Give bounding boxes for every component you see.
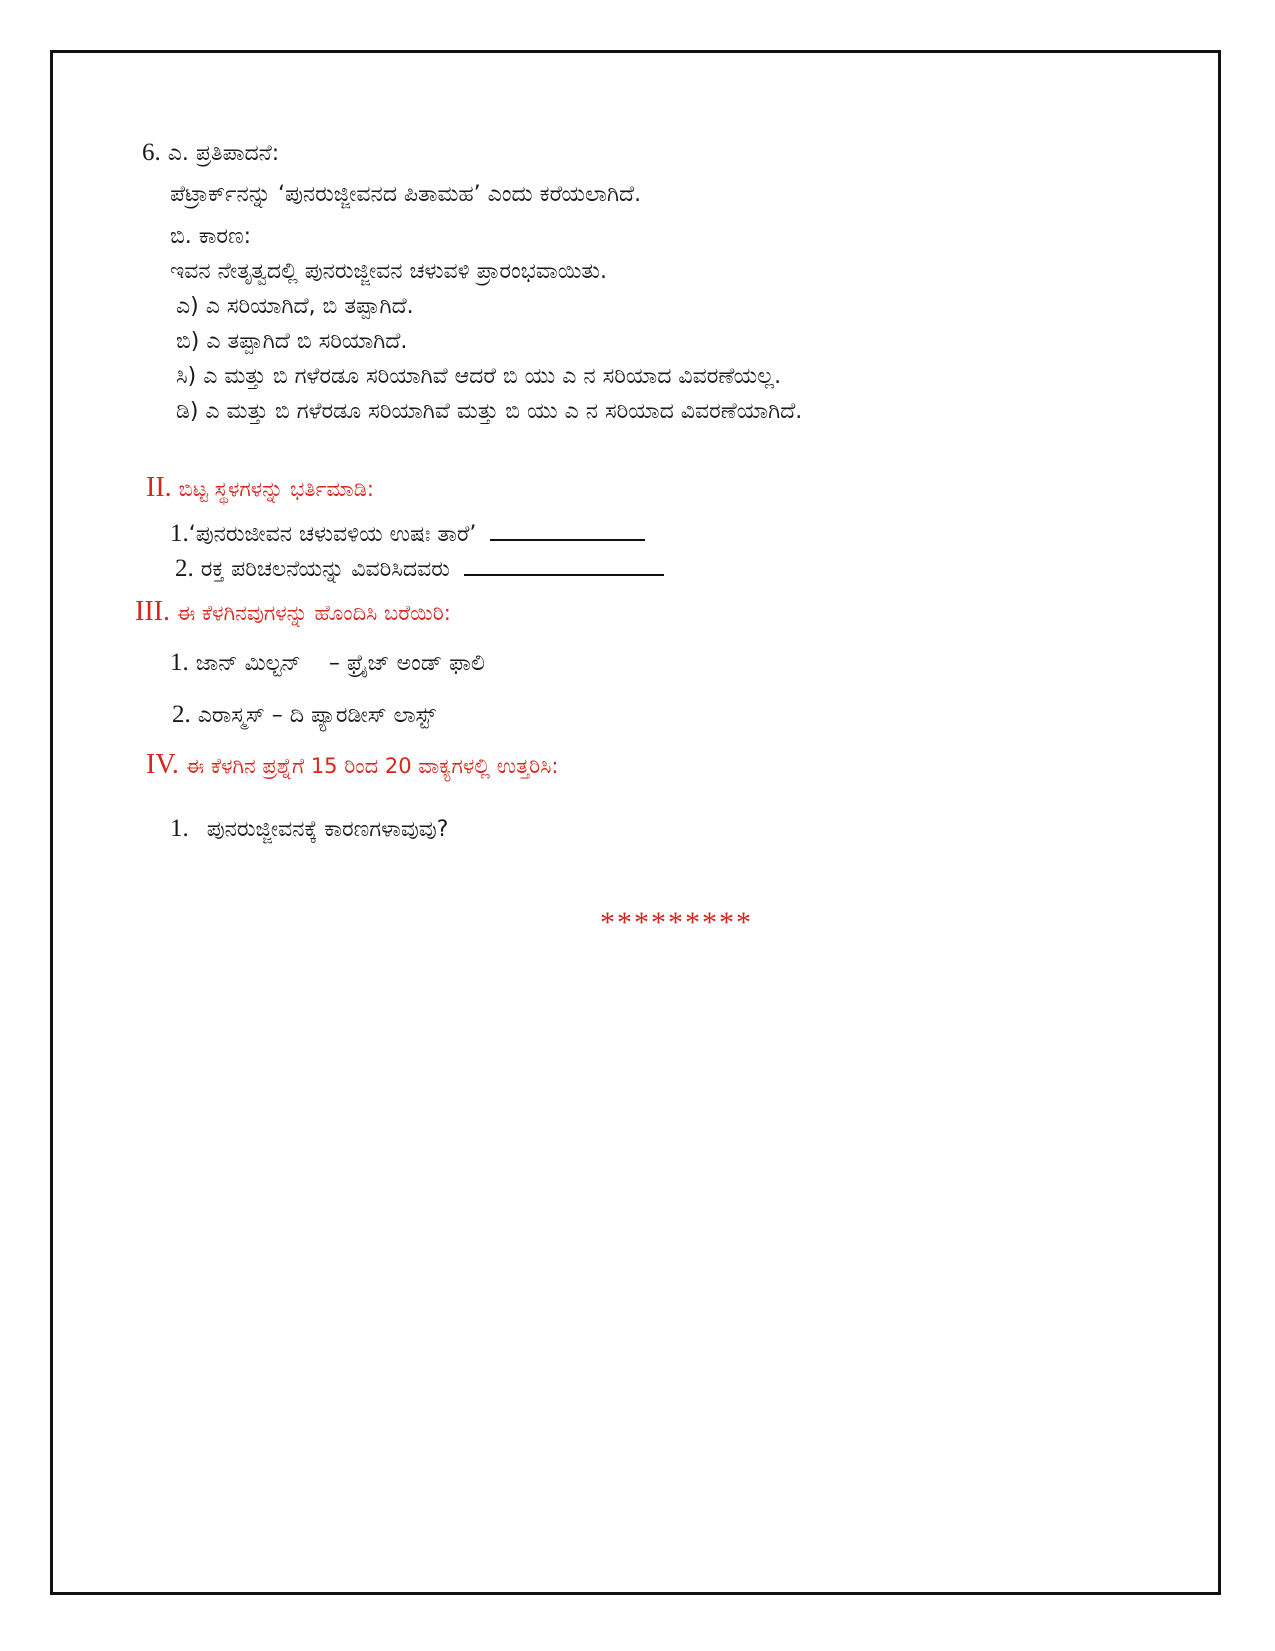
section3-item-2-text: ಎರಾಸ್ಮಸ್ – ದಿ ಪ್ಯಾರಡೀಸ್ ಲಾಸ್ಟ್ (197, 703, 436, 728)
fill-blank-1 (490, 519, 645, 541)
q6-reason: ಇವನ ನೇತೃತ್ವದಲ್ಲಿ ಪುನರುಜ್ಜೀವನ ಚಳುವಳಿ ಪ್ರಾರಂಭವಾಯಿತು. (170, 259, 607, 284)
q6-label-reason: ಬಿ. ಕಾರಣ: (170, 224, 252, 249)
section2-item-2 (175, 554, 664, 585)
section2-numeral: II. (146, 472, 172, 503)
section4-heading (146, 750, 558, 782)
q6-statement: ಪೆಟ್ರಾರ್ಕ್‌ನನ್ನು ‘ಪುನರುಜ್ಜೀವನದ ಪಿತಾಮಹ’ ಎಂದು ಕರೆಯಲಾಗಿದೆ. (170, 182, 642, 207)
section4-item-1 (170, 814, 448, 845)
section4-item-1-text: ಪುನರುಜ್ಜೀವನಕ್ಕೆ ಕಾರಣಗಳಾವುವು? (206, 817, 449, 842)
section3-title: ಈ ಕೆಳಗಿನವುಗಳನ್ನು ಹೊಂದಿಸಿ ಬರೆಯಿರಿ: (176, 601, 451, 625)
q6-option-c: ಸಿ) ಎ ಮತ್ತು ಬಿ ಗಳೆರಡೂ ಸರಿಯಾಗಿವೆ ಆದರೆ ಬಿ ಯು ಎ ನ ಸರಿಯಾದ ವಿವರಣೆಯಲ್ಲ. (176, 364, 782, 389)
q6-option-d: ಡಿ) ಎ ಮತ್ತು ಬಿ ಗಳೆರಡೂ ಸರಿಯಾಗಿವೆ ಮತ್ತು ಬಿ ಯು ಎ ನ ಸರಿಯಾದ ವಿವರಣೆಯಾಗಿದೆ. (176, 399, 803, 424)
section3-item-1 (170, 648, 485, 679)
section3-numeral: III. (135, 596, 170, 627)
section3-heading (135, 597, 451, 629)
q6-header (142, 138, 279, 169)
section2-heading (146, 473, 374, 505)
section2-title: ಬಿಟ್ಟ ಸ್ಥಳಗಳನ್ನು ಭರ್ತಿಮಾಡಿ: (178, 477, 375, 501)
end-marker: ********* (600, 906, 753, 939)
section2-item-2-text: ರಕ್ತ ಪರಿಚಲನೆಯನ್ನು ವಿವರಿಸಿದವರು (200, 557, 450, 582)
section4-item-1-number: 1. (170, 815, 189, 842)
section2-item-1 (170, 519, 645, 550)
section3-item-1-number: 1. (170, 649, 189, 676)
q6-number: 6. (142, 139, 161, 166)
q6-option-a: ಎ) ಎ ಸರಿಯಾಗಿದೆ, ಬಿ ತಪ್ಪಾಗಿದೆ. (176, 294, 414, 319)
section2-item-1-text: ‘ಪುನರುಜೀವನ ಚಳುವಳಿಯ ಉಷಃ ತಾರೆ’ (188, 522, 477, 547)
section4-numeral: IV. (146, 749, 179, 780)
section3-item-1-text: ಜಾನ್ ಮಿಲ್ಟನ್ – ಫ್ರೈಜ್ ಅಂಡ್ ಫಾಲಿ (195, 651, 485, 676)
q6-option-b: ಬಿ) ಎ ತಪ್ಪಾಗಿದೆ ಬಿ ಸರಿಯಾಗಿದೆ. (176, 329, 408, 354)
section3-item-2 (172, 700, 436, 731)
fill-blank-2 (464, 554, 664, 576)
section2-item-2-number: 2. (175, 555, 194, 582)
section4-title: ಈ ಕೆಳಗಿನ ಪ್ರಶ್ನೆಗೆ 15 ರಿಂದ 20 ವಾಕ್ಯಗಳಲ್ಲಿ ಉತ್ತರಿಸಿ: (185, 754, 559, 778)
section2-item-1-number: 1. (170, 520, 189, 547)
q6-label-assertion: ಎ. ಪ್ರತಿಪಾದನೆ: (167, 141, 280, 166)
section3-item-2-number: 2. (172, 701, 191, 728)
